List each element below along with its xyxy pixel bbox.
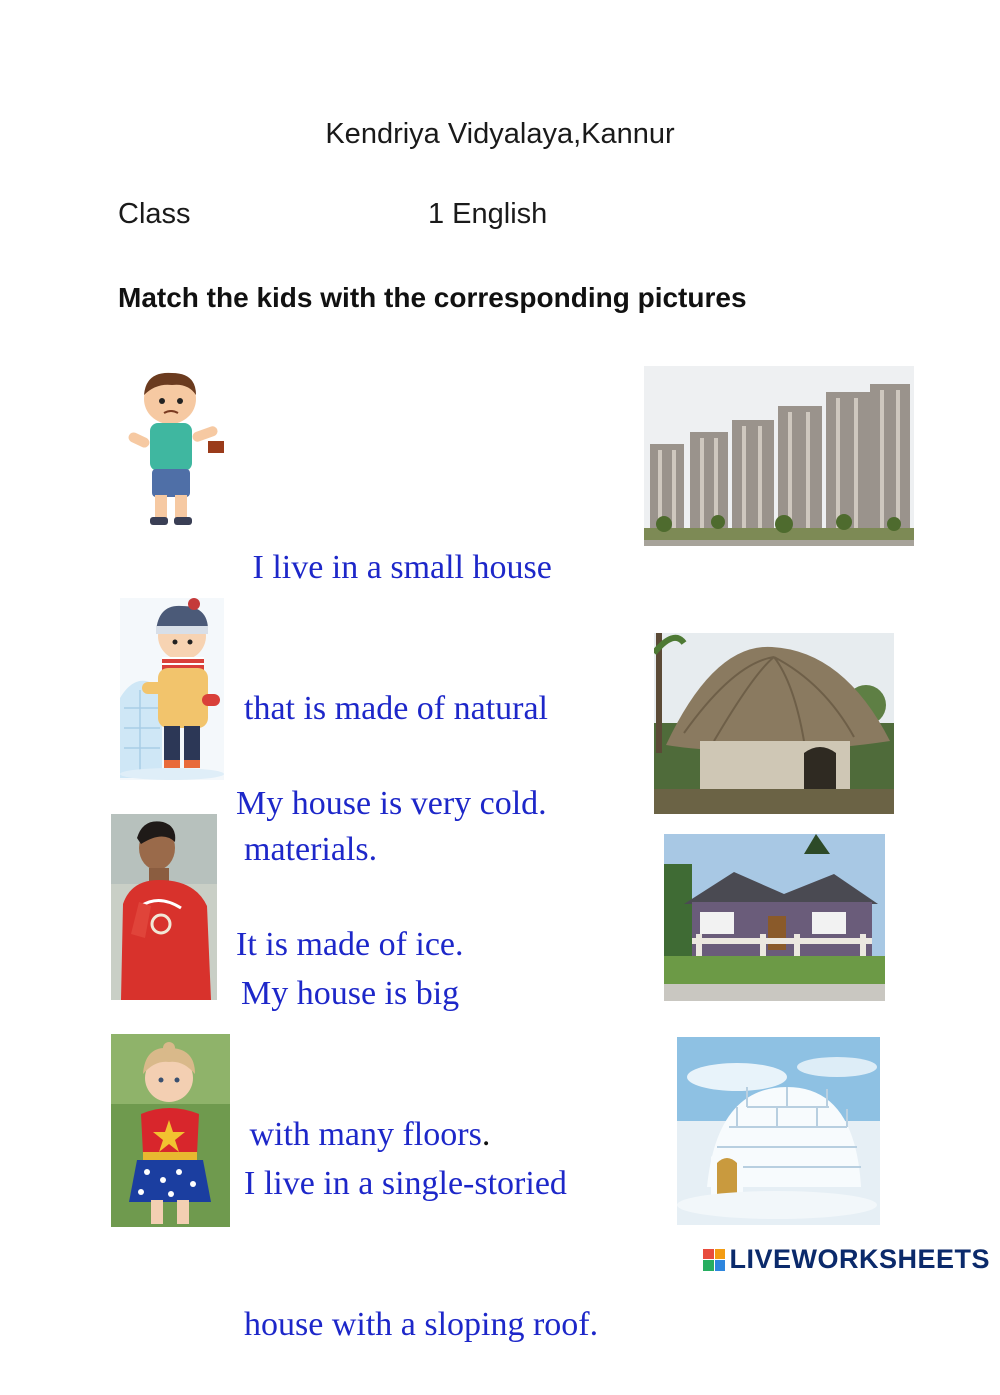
clue-1-line-1: I live in a small house	[244, 549, 552, 586]
clue-1-line-2: that is made of natural	[244, 690, 549, 727]
clue-4	[244, 1066, 598, 1395]
school-title: Kendriya Vidyalaya,Kannur	[325, 118, 675, 150]
single-storied-bungalow-photo[interactable]	[664, 834, 885, 1001]
clue-1-line-3: materials.	[244, 831, 378, 868]
class-value: 1 English	[428, 198, 548, 230]
liveworksheets-logo-icon	[703, 1249, 725, 1271]
liveworksheets-logo	[703, 1244, 990, 1275]
instruction: Match the kids with the corresponding pictures	[118, 282, 747, 313]
clue-3-end-mark: .	[481, 1116, 491, 1153]
clue-2-line-1: My house is very cold.	[236, 785, 547, 822]
clue-4-line-1: I live in a single-storied	[244, 1165, 567, 1202]
clue-3-line-2-text: with many floors	[241, 1116, 482, 1153]
toddler-in-star-costume-photo	[111, 1034, 230, 1227]
liveworksheets-logo-text: LIVEWORKSHEETS	[729, 1244, 990, 1274]
igloo-photo[interactable]	[677, 1037, 880, 1225]
class-label: Class	[118, 198, 191, 230]
apartment-building-photo[interactable]	[644, 366, 914, 546]
sad-boy-holding-book-illustration	[122, 365, 230, 533]
clue-3-line-1: My house is big	[241, 975, 460, 1012]
teen-in-red-hoodie-photo	[111, 814, 217, 1000]
boy-in-winter-clothes-illustration	[120, 598, 224, 780]
clue-2-line-2: It is made of ice.	[236, 926, 464, 963]
thatched-hut-photo[interactable]	[654, 633, 894, 814]
clue-4-line-2: house with a sloping roof.	[244, 1306, 599, 1343]
